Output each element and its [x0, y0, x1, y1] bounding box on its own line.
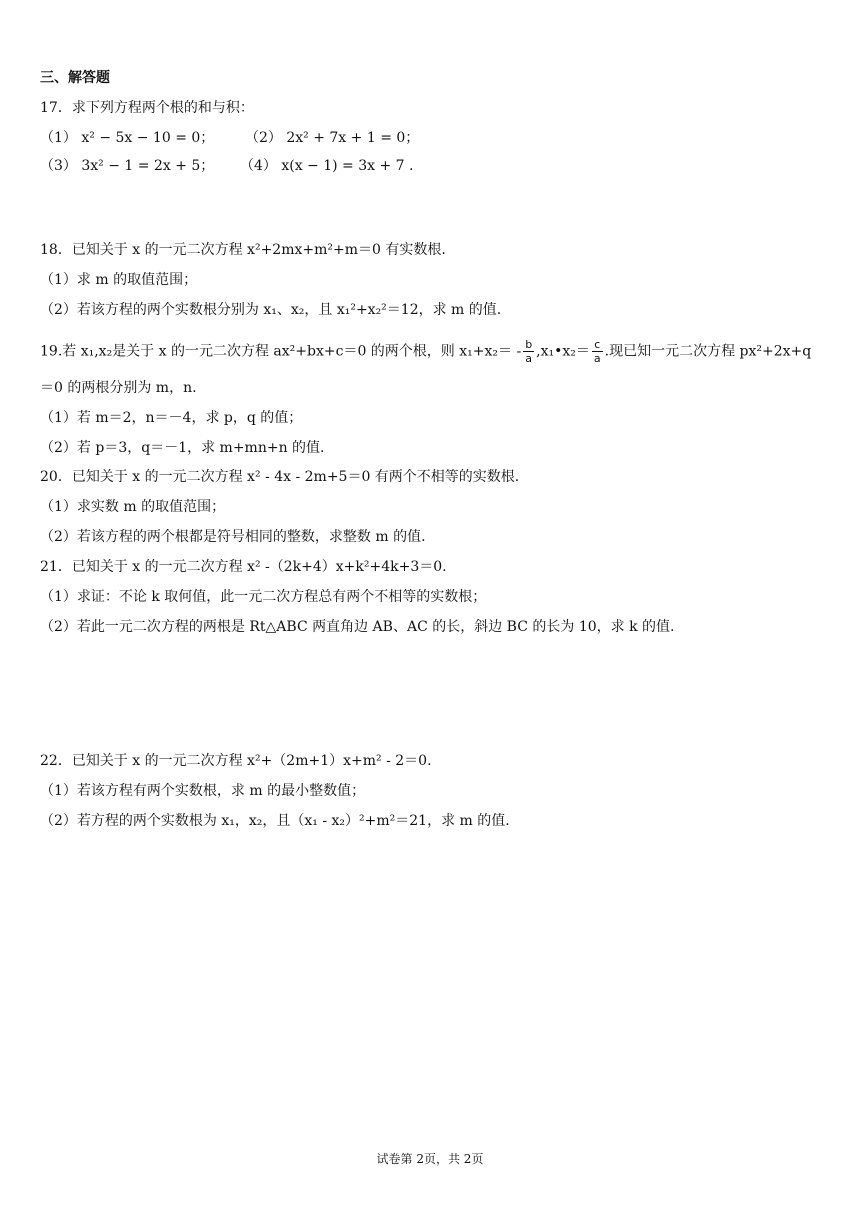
q19-stem-b: ,x₁•x₂＝ [536, 343, 590, 360]
q18-part-1: （1）求 m 的取值范围； [40, 272, 198, 288]
section-title: 三、解答题 [40, 70, 110, 86]
q19-fraction-c-over-a: $\frac{c}{a}$ [593, 338, 601, 365]
q19-stem-line-2: ＝0 的两根分别为 m，n. [40, 380, 197, 396]
q18-part-2: （2）若该方程的两个实数根分别为 x₁、x₂，且 x₁²+x₂²＝12，求 m 的值. [40, 302, 502, 318]
page-footer: 试卷第 2页，共 2页 [376, 1152, 484, 1166]
q17-stem: 17．求下列方程两个根的和与积： [40, 100, 254, 116]
q19-stem-c: .现已知一元二次方程 px²+2x+q [604, 343, 812, 360]
q17-part-2: （2） 2x² + 7x + 1 = 0； [245, 130, 420, 146]
q19-stem-a: 19.若 x₁,x₂是关于 x 的一元二次方程 ax²+bx+c＝0 的两个根，则 x₁+x₂＝ - [40, 343, 522, 360]
q21-stem: 21．已知关于 x 的一元二次方程 x² -（2k+4）x+k²+4k+3＝0. [40, 559, 447, 575]
q19-stem-line-1 [40, 338, 824, 365]
q17-part-1: （1） x² − 5x − 10 = 0； [40, 130, 215, 146]
q20-part-2: （2）若该方程的两个根都是符号相同的整数，求整数 m 的值. [40, 529, 426, 545]
q20-part-1: （1）求实数 m 的取值范围； [40, 499, 226, 515]
q22-part-1: （1）若该方程有两个实数根，求 m 的最小整数值； [40, 783, 366, 799]
q19-part-2: （2）若 p＝3，q＝－1，求 m+mn+n 的值. [40, 440, 325, 456]
q18-stem: 18．已知关于 x 的一元二次方程 x²+2mx+m²+m＝0 有实数根. [40, 242, 446, 258]
q21-part-2: （2）若此一元二次方程的两根是 Rt△ABC 两直角边 AB、AC 的长，斜边 BC 的长为 10，求 k 的值. [40, 619, 675, 635]
q21-part-1: （1）求证：不论 k 取何值，此一元二次方程总有两个不相等的实数根； [40, 589, 487, 605]
q22-part-2: （2）若方程的两个实数根为 x₁，x₂，且（x₁ - x₂）²+m²＝21，求 m 的值. [40, 813, 510, 829]
q19-part-1: （1）若 m＝2，n＝－4，求 p，q 的值； [40, 410, 303, 426]
q17-part-3: （3） 3x² − 1 = 2x + 5； [40, 158, 215, 174]
q20-stem: 20．已知关于 x 的一元二次方程 x² - 4x - 2m+5＝0 有两个不相等的实数根. [40, 469, 520, 485]
q17-part-4: （4） x(x − 1) = 3x + 7 . [240, 158, 414, 174]
q19-fraction-b-over-a: $\frac{b}{a}$ [525, 338, 533, 365]
q22-stem: 22．已知关于 x 的一元二次方程 x²+（2m+1）x+m² - 2＝0. [40, 753, 432, 769]
